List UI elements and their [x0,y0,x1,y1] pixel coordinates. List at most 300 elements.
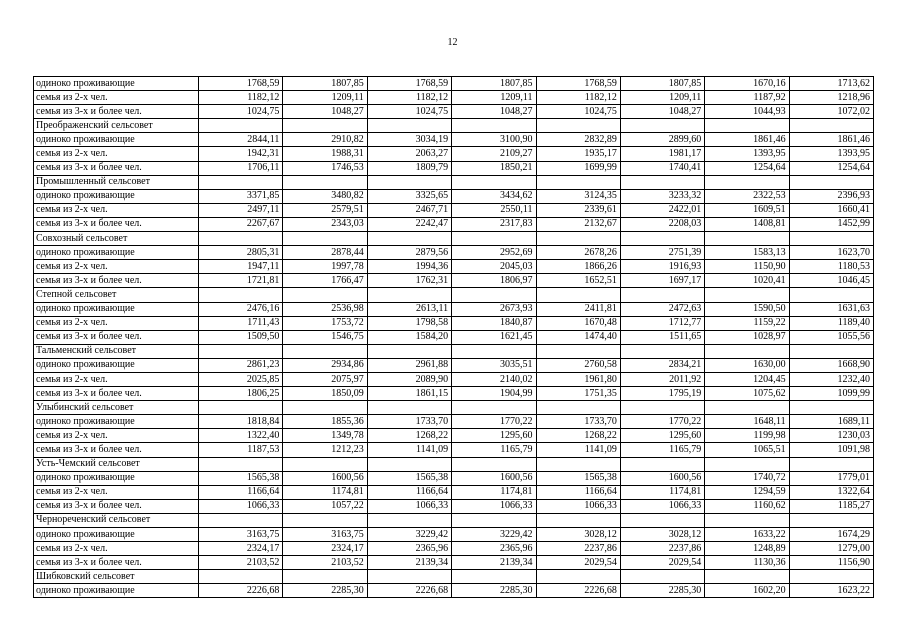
row-label: семья из 2-х чел. [34,485,199,499]
table-cell [452,570,536,584]
section-title: Улыбинский сельсовет [34,401,199,415]
table-cell [789,119,873,133]
table-cell: 1699,99 [536,161,620,175]
table-cell: 3229,42 [367,528,451,542]
table-cell: 1048,27 [452,105,536,119]
table-cell: 1766,47 [283,274,367,288]
table-row [34,77,874,91]
section-title: Совхозный сельсовет [34,232,199,246]
table-cell: 2324,17 [283,542,367,556]
table-cell [536,232,620,246]
table-cell [789,232,873,246]
table-cell [789,401,873,415]
table-cell [452,513,536,527]
table-cell [789,457,873,471]
table-cell: 2952,69 [452,246,536,260]
row-label: семья из 2-х чел. [34,372,199,386]
table-cell: 1961,80 [536,372,620,386]
table-cell: 1770,22 [452,415,536,429]
table-cell [199,175,283,189]
section-title: Промышленный сельсовет [34,175,199,189]
table-cell: 2089,90 [367,372,451,386]
table-cell: 2322,53 [705,189,789,203]
table-row [34,387,874,401]
table-cell [536,570,620,584]
table-cell: 1044,93 [705,105,789,119]
table-cell [199,288,283,302]
table-cell: 1861,46 [705,133,789,147]
table-cell [789,175,873,189]
table-cell [367,119,451,133]
table-cell: 1268,22 [536,429,620,443]
row-label: семья из 3-х и более чел. [34,330,199,344]
table-row [34,584,874,598]
table-cell: 3100,90 [452,133,536,147]
table-cell: 1746,53 [283,161,367,175]
table-cell [789,570,873,584]
table-cell: 1209,11 [283,91,367,105]
table-cell: 3028,12 [536,528,620,542]
table-cell: 1295,60 [452,429,536,443]
table-cell: 2063,27 [367,147,451,161]
table-cell: 1904,99 [452,387,536,401]
table-cell [283,175,367,189]
table-cell: 2365,96 [452,542,536,556]
table-row [34,203,874,217]
table-cell: 2467,71 [367,203,451,217]
table-cell: 2343,03 [283,217,367,231]
table-cell: 3434,62 [452,189,536,203]
table-cell: 2497,11 [199,203,283,217]
table-cell: 1474,40 [536,330,620,344]
table-cell: 2025,85 [199,372,283,386]
table-cell [367,344,451,358]
table-cell: 1020,41 [705,274,789,288]
table-cell [705,288,789,302]
table-cell: 1652,51 [536,274,620,288]
table-cell [199,570,283,584]
table-cell: 1768,59 [199,77,283,91]
section-title: Степной сельсовет [34,288,199,302]
table-cell: 1254,64 [705,161,789,175]
table-cell: 2832,89 [536,133,620,147]
table-cell: 2422,01 [620,203,704,217]
table-row [34,302,874,316]
table-cell: 1294,59 [705,485,789,499]
table-row [34,246,874,260]
section-title: Шибковский сельсовет [34,570,199,584]
table-cell: 2324,17 [199,542,283,556]
table-cell: 1740,72 [705,471,789,485]
table-cell: 1807,85 [283,77,367,91]
table-cell: 1668,90 [789,358,873,372]
table-cell: 1066,33 [536,499,620,513]
table-cell: 1850,21 [452,161,536,175]
table-cell: 1166,64 [536,485,620,499]
table-cell: 1268,22 [367,429,451,443]
table-cell: 1046,45 [789,274,873,288]
table-cell: 1066,33 [367,499,451,513]
table-cell: 1295,60 [620,429,704,443]
table-cell: 1602,20 [705,584,789,598]
table-cell: 2899,60 [620,133,704,147]
table-cell [367,570,451,584]
table-cell: 1994,36 [367,260,451,274]
table-cell: 1988,31 [283,147,367,161]
table-cell [283,513,367,527]
table-cell: 1997,78 [283,260,367,274]
table-cell: 2226,68 [536,584,620,598]
table-cell: 2226,68 [199,584,283,598]
table-cell: 1322,40 [199,429,283,443]
row-label: одиноко проживающие [34,77,199,91]
table-cell: 1795,19 [620,387,704,401]
table-cell [620,401,704,415]
table-cell: 1706,11 [199,161,283,175]
table-cell: 1584,20 [367,330,451,344]
table-cell: 1850,09 [283,387,367,401]
table-cell: 1028,97 [705,330,789,344]
table-cell: 2934,86 [283,358,367,372]
table-cell: 1065,51 [705,443,789,457]
table-cell [620,344,704,358]
table-cell: 1633,22 [705,528,789,542]
section-header-row [34,570,874,584]
table-cell: 3229,42 [452,528,536,542]
table-cell: 1733,70 [367,415,451,429]
table-cell [705,175,789,189]
table-cell [536,401,620,415]
table-cell: 2861,23 [199,358,283,372]
table-cell: 1768,59 [536,77,620,91]
section-title: Чернореченский сельсовет [34,513,199,527]
table-cell [283,570,367,584]
table-cell: 2285,30 [283,584,367,598]
row-label: семья из 3-х и более чел. [34,499,199,513]
table-cell: 1322,64 [789,485,873,499]
table-cell [620,119,704,133]
row-label: семья из 3-х и более чел. [34,105,199,119]
table-cell: 1565,38 [367,471,451,485]
section-title: Тальменский сельсовет [34,344,199,358]
table-cell: 1740,41 [620,161,704,175]
table-cell: 2579,51 [283,203,367,217]
table-cell: 1806,25 [199,387,283,401]
table-cell: 2805,31 [199,246,283,260]
table-cell: 1600,56 [620,471,704,485]
table-cell: 2285,30 [620,584,704,598]
table-cell: 1916,93 [620,260,704,274]
table-cell: 1623,22 [789,584,873,598]
section-header-row [34,457,874,471]
table-cell [789,344,873,358]
table-cell: 1600,56 [283,471,367,485]
table-row [34,415,874,429]
table-cell: 1942,31 [199,147,283,161]
table-cell [199,344,283,358]
section-header-row [34,288,874,302]
table-cell [283,288,367,302]
table-cell: 2760,58 [536,358,620,372]
table-cell: 1166,64 [367,485,451,499]
row-label: семья из 3-х и более чел. [34,217,199,231]
table-cell: 1806,97 [452,274,536,288]
table-cell: 1024,75 [367,105,451,119]
table-cell [789,288,873,302]
table-cell [536,119,620,133]
table-cell: 1189,40 [789,316,873,330]
table-cell: 1091,98 [789,443,873,457]
table-cell: 1674,29 [789,528,873,542]
row-label: семья из 2-х чел. [34,316,199,330]
table-cell: 1075,62 [705,387,789,401]
table-cell: 1509,50 [199,330,283,344]
row-label: одиноко проживающие [34,584,199,598]
table-cell [283,401,367,415]
table-cell: 2396,93 [789,189,873,203]
table-cell: 2678,26 [536,246,620,260]
table-cell [789,513,873,527]
table-cell [367,288,451,302]
table-row [34,217,874,231]
row-label: одиноко проживающие [34,133,199,147]
row-label: семья из 2-х чел. [34,429,199,443]
section-title: Преображенский сельсовет [34,119,199,133]
section-header-row [34,401,874,415]
table-cell: 1187,53 [199,443,283,457]
table-cell: 1182,12 [536,91,620,105]
table-cell: 1670,48 [536,316,620,330]
table-cell: 3163,75 [283,528,367,542]
table-cell: 1452,99 [789,217,873,231]
table-cell: 2029,54 [536,556,620,570]
table-cell: 1565,38 [536,471,620,485]
tariff-table [33,76,874,598]
table-cell [620,232,704,246]
table-cell: 1947,11 [199,260,283,274]
table-cell: 1055,56 [789,330,873,344]
table-cell: 1024,75 [536,105,620,119]
table-cell [620,288,704,302]
table-cell [367,232,451,246]
table-cell: 1141,09 [536,443,620,457]
table-cell: 1768,59 [367,77,451,91]
table-cell: 3034,19 [367,133,451,147]
table-cell [620,175,704,189]
table-cell: 1590,50 [705,302,789,316]
row-label: семья из 2-х чел. [34,260,199,274]
row-label: одиноко проживающие [34,415,199,429]
table-cell: 1072,02 [789,105,873,119]
table-cell: 1721,81 [199,274,283,288]
table-cell: 2365,96 [367,542,451,556]
row-label: одиноко проживающие [34,302,199,316]
table-cell [452,288,536,302]
table-cell [367,457,451,471]
table-cell: 3028,12 [620,528,704,542]
table-cell: 2844,11 [199,133,283,147]
table-cell [452,457,536,471]
table-cell: 1866,26 [536,260,620,274]
table-cell: 2613,11 [367,302,451,316]
table-cell [283,232,367,246]
table-cell: 1180,53 [789,260,873,274]
table-cell: 2045,03 [452,260,536,274]
table-cell: 1631,63 [789,302,873,316]
table-cell [283,344,367,358]
table-cell: 1174,81 [283,485,367,499]
table-cell [705,344,789,358]
table-cell [536,457,620,471]
table-cell: 1511,65 [620,330,704,344]
table-cell: 1187,92 [705,91,789,105]
table-cell [620,570,704,584]
table-cell: 1024,75 [199,105,283,119]
table-cell: 1751,35 [536,387,620,401]
table-cell: 1600,56 [452,471,536,485]
table-cell: 1174,81 [452,485,536,499]
table-row [34,443,874,457]
table-cell: 1670,16 [705,77,789,91]
table-cell: 1393,95 [705,147,789,161]
table-cell: 2878,44 [283,246,367,260]
table-body [34,77,874,598]
table-cell: 2226,68 [367,584,451,598]
table-row [34,316,874,330]
table-cell [536,288,620,302]
table-cell: 1753,72 [283,316,367,330]
table-cell: 1182,12 [367,91,451,105]
table-cell: 1648,11 [705,415,789,429]
table-cell: 1199,98 [705,429,789,443]
row-label: одиноко проживающие [34,528,199,542]
table-cell [367,513,451,527]
table-cell: 1218,96 [789,91,873,105]
table-cell: 1212,23 [283,443,367,457]
row-label: семья из 2-х чел. [34,91,199,105]
table-cell: 2411,81 [536,302,620,316]
table-cell [705,401,789,415]
table-row [34,528,874,542]
table-row [34,485,874,499]
table-cell [452,401,536,415]
table-cell: 3163,75 [199,528,283,542]
table-cell [620,513,704,527]
table-cell: 1546,75 [283,330,367,344]
table-cell: 1232,40 [789,372,873,386]
table-cell: 2075,97 [283,372,367,386]
table-cell: 2103,52 [283,556,367,570]
table-cell: 1066,33 [199,499,283,513]
table-cell: 2011,92 [620,372,704,386]
table-cell [536,175,620,189]
table-row [34,471,874,485]
table-cell [705,457,789,471]
table-cell [452,232,536,246]
table-row [34,499,874,513]
table-cell [199,457,283,471]
table-cell: 3480,82 [283,189,367,203]
table-row [34,274,874,288]
table-cell: 1066,33 [452,499,536,513]
section-header-row [34,513,874,527]
table-cell: 3371,85 [199,189,283,203]
table-cell: 1248,89 [705,542,789,556]
table-cell: 2208,03 [620,217,704,231]
section-header-row [34,119,874,133]
row-label: семья из 3-х и более чел. [34,556,199,570]
table-cell: 1711,43 [199,316,283,330]
section-header-row [34,232,874,246]
table-cell [199,232,283,246]
table-cell [199,513,283,527]
table-cell: 1066,33 [620,499,704,513]
table-cell: 1165,79 [452,443,536,457]
table-cell: 2476,16 [199,302,283,316]
table-cell: 1230,03 [789,429,873,443]
table-cell: 1393,95 [789,147,873,161]
table-cell: 2961,88 [367,358,451,372]
table-cell: 1209,11 [620,91,704,105]
table-row [34,542,874,556]
table-cell: 1935,17 [536,147,620,161]
table-row [34,161,874,175]
table-cell: 1630,00 [705,358,789,372]
table-cell: 1713,62 [789,77,873,91]
table-cell: 2879,56 [367,246,451,260]
table-cell: 2139,34 [452,556,536,570]
row-label: семья из 2-х чел. [34,147,199,161]
row-label: семья из 3-х и более чел. [34,443,199,457]
table-cell: 2029,54 [620,556,704,570]
table-cell: 1182,12 [199,91,283,105]
table-cell: 3233,32 [620,189,704,203]
table-cell: 1855,36 [283,415,367,429]
page-number: 12 [447,37,458,48]
table-cell: 1583,13 [705,246,789,260]
table-cell [199,119,283,133]
table-cell [620,457,704,471]
table-cell: 3325,65 [367,189,451,203]
table-cell: 1779,01 [789,471,873,485]
table-row [34,372,874,386]
table-row [34,189,874,203]
table-cell [283,119,367,133]
table-cell [705,119,789,133]
section-header-row [34,344,874,358]
table-cell: 1048,27 [283,105,367,119]
section-header-row [34,175,874,189]
table-cell: 1712,77 [620,316,704,330]
table-cell: 1861,15 [367,387,451,401]
table-cell: 1609,51 [705,203,789,217]
table-cell: 1809,79 [367,161,451,175]
table-cell: 1660,41 [789,203,873,217]
row-label: семья из 3-х и более чел. [34,161,199,175]
table-cell [367,401,451,415]
table-cell: 2910,82 [283,133,367,147]
table-cell: 1981,17 [620,147,704,161]
table-cell: 2673,93 [452,302,536,316]
table-cell: 1130,36 [705,556,789,570]
table-cell: 1818,84 [199,415,283,429]
table-cell: 1057,22 [283,499,367,513]
row-label: семья из 3-х и более чел. [34,274,199,288]
table-cell: 2139,34 [367,556,451,570]
table-cell: 2140,02 [452,372,536,386]
table-cell [283,457,367,471]
table-cell: 1174,81 [620,485,704,499]
